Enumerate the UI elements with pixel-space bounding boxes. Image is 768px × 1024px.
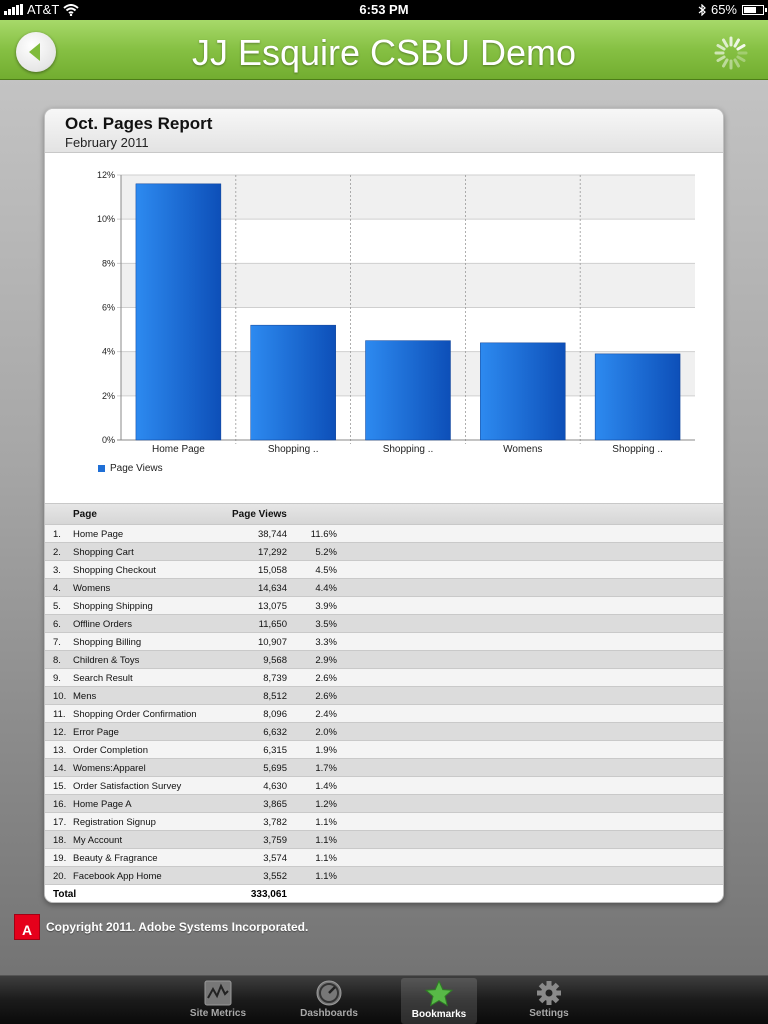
row-page: Search Result bbox=[73, 673, 133, 684]
row-views: 8,512 bbox=[263, 691, 287, 702]
row-views: 6,315 bbox=[263, 745, 287, 756]
spinner-spoke bbox=[718, 57, 724, 61]
table-row bbox=[45, 561, 724, 579]
x-tick-label: Shopping .. bbox=[267, 444, 319, 455]
row-rank: 13. bbox=[53, 745, 67, 756]
table-row bbox=[45, 723, 724, 741]
row-views: 13,075 bbox=[257, 601, 287, 612]
table-row bbox=[45, 831, 724, 849]
row-page: Facebook App Home bbox=[73, 871, 162, 882]
row-page: Beauty & Fragrance bbox=[73, 853, 158, 864]
table-row bbox=[45, 579, 724, 597]
row-percent: 3.5% bbox=[315, 619, 337, 630]
y-tick-label: 6% bbox=[101, 302, 115, 313]
row-views: 17,292 bbox=[257, 547, 287, 558]
bar bbox=[366, 341, 451, 440]
row-views: 6,632 bbox=[263, 727, 287, 738]
row-percent: 1.1% bbox=[315, 835, 337, 846]
spinner-spoke bbox=[724, 40, 728, 46]
row-views: 38,744 bbox=[257, 529, 287, 540]
table-row bbox=[45, 525, 724, 543]
star-icon bbox=[424, 980, 454, 1007]
table-row bbox=[45, 705, 724, 723]
spinner-spoke bbox=[735, 40, 739, 46]
tab-bookmarks[interactable] bbox=[401, 978, 477, 1024]
column-header-views: Page Views bbox=[232, 509, 287, 520]
row-rank: 19. bbox=[53, 853, 67, 864]
column-header-page: Page bbox=[73, 509, 97, 520]
tab-label: Settings bbox=[529, 1008, 569, 1019]
row-percent: 3.9% bbox=[315, 601, 337, 612]
y-tick-label: 12% bbox=[96, 170, 115, 180]
x-tick-label: Shopping .. bbox=[612, 444, 663, 455]
copyright-text: Copyright 2011. Adobe Systems Incorporated. bbox=[46, 920, 309, 934]
tab-label: Bookmarks bbox=[411, 1009, 467, 1020]
table-body bbox=[45, 525, 724, 885]
row-page: Shopping Cart bbox=[73, 547, 134, 558]
table-row bbox=[45, 633, 724, 651]
row-percent: 4.4% bbox=[315, 583, 337, 594]
y-tick-label: 4% bbox=[101, 346, 115, 357]
chart-legend bbox=[98, 463, 163, 474]
legend-swatch bbox=[98, 465, 105, 472]
row-views: 3,782 bbox=[263, 817, 287, 828]
nav-bar bbox=[0, 20, 768, 80]
row-views: 8,739 bbox=[263, 673, 287, 684]
bar-chart bbox=[45, 153, 724, 459]
row-percent: 1.1% bbox=[315, 871, 337, 882]
table-row bbox=[45, 795, 724, 813]
table-row bbox=[45, 813, 724, 831]
battery-percent: 65% bbox=[710, 2, 737, 17]
row-views: 5,695 bbox=[263, 763, 287, 774]
page-title: JJ Esquire CSBU Demo bbox=[191, 32, 577, 73]
row-views: 9,568 bbox=[263, 655, 287, 666]
row-percent: 1.1% bbox=[315, 853, 337, 864]
bar bbox=[136, 184, 221, 440]
row-page: Children & Toys bbox=[73, 655, 140, 666]
row-views: 3,574 bbox=[263, 853, 287, 864]
row-percent: 1.7% bbox=[315, 763, 337, 774]
table-row bbox=[45, 543, 724, 561]
row-percent: 2.6% bbox=[315, 673, 337, 684]
total-label: Total bbox=[53, 889, 77, 900]
row-rank: 8. bbox=[53, 655, 61, 666]
row-views: 10,907 bbox=[257, 637, 287, 648]
row-page: Order Satisfaction Survey bbox=[73, 781, 182, 792]
row-page: Shopping Order Confirmation bbox=[73, 709, 197, 720]
row-percent: 1.1% bbox=[315, 817, 337, 828]
row-page: Home Page bbox=[73, 529, 124, 540]
y-tick-label: 8% bbox=[101, 258, 115, 269]
row-rank: 15. bbox=[53, 781, 67, 792]
table-row bbox=[45, 651, 724, 669]
row-rank: 20. bbox=[53, 871, 67, 882]
row-rank: 3. bbox=[53, 565, 61, 576]
total-views: 333,061 bbox=[250, 889, 287, 900]
tab-label: Site Metrics bbox=[189, 1008, 247, 1019]
legend-label: Page Views bbox=[110, 463, 163, 474]
row-percent: 3.3% bbox=[315, 637, 337, 648]
row-views: 8,096 bbox=[263, 709, 287, 720]
row-rank: 7. bbox=[53, 637, 61, 648]
row-percent: 1.2% bbox=[315, 799, 337, 810]
report-panel bbox=[44, 108, 724, 903]
row-rank: 6. bbox=[53, 619, 61, 630]
row-page: Mens bbox=[73, 691, 97, 702]
row-views: 15,058 bbox=[257, 565, 287, 576]
row-page: Error Page bbox=[73, 727, 119, 738]
table-row bbox=[45, 597, 724, 615]
row-percent: 1.4% bbox=[315, 781, 337, 792]
bar bbox=[595, 354, 680, 440]
row-rank: 16. bbox=[53, 799, 67, 810]
row-rank: 1. bbox=[53, 529, 61, 540]
tab-site-metrics[interactable] bbox=[180, 978, 256, 1024]
status-time: 6:53 PM bbox=[359, 2, 409, 17]
table-row bbox=[45, 777, 724, 795]
table-row bbox=[45, 669, 724, 687]
x-tick-label: Womens bbox=[503, 444, 543, 455]
row-rank: 4. bbox=[53, 583, 61, 594]
spinner-spoke bbox=[718, 46, 724, 50]
battery-icon bbox=[742, 5, 764, 15]
row-views: 3,865 bbox=[263, 799, 287, 810]
row-views: 14,634 bbox=[257, 583, 287, 594]
y-tick-label: 2% bbox=[101, 390, 115, 401]
table-row bbox=[45, 867, 724, 885]
spinner-spoke bbox=[738, 46, 744, 50]
spinner-spoke bbox=[738, 57, 744, 61]
gear-icon bbox=[535, 980, 563, 1006]
tab-dashboards[interactable] bbox=[291, 978, 367, 1024]
y-tick-label: 0% bbox=[101, 435, 115, 445]
row-percent: 11.6% bbox=[310, 529, 337, 540]
loading-spinner-icon bbox=[714, 36, 748, 70]
row-views: 3,552 bbox=[263, 871, 287, 882]
row-rank: 10. bbox=[53, 691, 67, 702]
row-percent: 2.9% bbox=[315, 655, 337, 666]
row-percent: 2.0% bbox=[315, 727, 337, 738]
tab-label: Dashboards bbox=[300, 1008, 358, 1019]
row-rank: 17. bbox=[53, 817, 67, 828]
row-page: Shopping Shipping bbox=[73, 601, 153, 612]
row-page: Shopping Billing bbox=[73, 637, 142, 648]
row-page: Shopping Checkout bbox=[73, 565, 156, 576]
copyright bbox=[14, 914, 308, 940]
row-page: Order Completion bbox=[73, 745, 148, 756]
row-rank: 18. bbox=[53, 835, 67, 846]
row-page: Registration Signup bbox=[73, 817, 156, 828]
row-rank: 2. bbox=[53, 547, 61, 558]
spinner-spoke bbox=[724, 60, 728, 66]
bar bbox=[251, 325, 336, 440]
table-total-row bbox=[45, 885, 724, 903]
row-views: 11,650 bbox=[258, 619, 287, 630]
table-row bbox=[45, 687, 724, 705]
y-tick-label: 10% bbox=[96, 214, 115, 225]
report-title: Oct. Pages Report bbox=[65, 114, 213, 133]
table-row bbox=[45, 615, 724, 633]
table-row bbox=[45, 759, 724, 777]
x-tick-label: Shopping .. bbox=[382, 444, 434, 455]
row-views: 4,630 bbox=[263, 781, 287, 792]
row-percent: 2.6% bbox=[315, 691, 337, 702]
row-page: Womens:Apparel bbox=[73, 763, 146, 774]
bluetooth-icon bbox=[698, 4, 706, 16]
tab-settings[interactable] bbox=[511, 978, 587, 1024]
tab-bar bbox=[0, 975, 768, 1024]
row-views: 3,759 bbox=[263, 835, 287, 846]
status-bar bbox=[0, 0, 768, 20]
spinner-spoke bbox=[735, 60, 739, 66]
bar bbox=[480, 343, 565, 440]
row-rank: 14. bbox=[53, 763, 67, 774]
table-header bbox=[45, 503, 724, 525]
row-rank: 5. bbox=[53, 601, 61, 612]
table-row bbox=[45, 741, 724, 759]
row-percent: 4.5% bbox=[315, 565, 337, 576]
carrier-label: AT&T bbox=[27, 2, 60, 17]
row-page: Womens bbox=[73, 583, 111, 594]
row-rank: 11. bbox=[53, 709, 66, 720]
pulse-icon bbox=[204, 980, 232, 1006]
row-page: Offline Orders bbox=[73, 619, 132, 630]
pages-table bbox=[45, 503, 724, 903]
row-percent: 5.2% bbox=[315, 547, 337, 558]
report-header bbox=[45, 109, 723, 153]
x-tick-label: Home Page bbox=[151, 444, 205, 455]
report-subtitle: February 2011 bbox=[65, 135, 149, 150]
adobe-logo: A bbox=[14, 914, 40, 940]
table-row bbox=[45, 849, 724, 867]
row-percent: 2.4% bbox=[315, 709, 337, 720]
row-page: My Account bbox=[73, 835, 123, 846]
row-page: Home Page A bbox=[73, 799, 132, 810]
row-rank: 12. bbox=[53, 727, 67, 738]
row-percent: 1.9% bbox=[315, 745, 337, 756]
row-rank: 9. bbox=[53, 673, 61, 684]
gauge-icon bbox=[315, 980, 343, 1006]
